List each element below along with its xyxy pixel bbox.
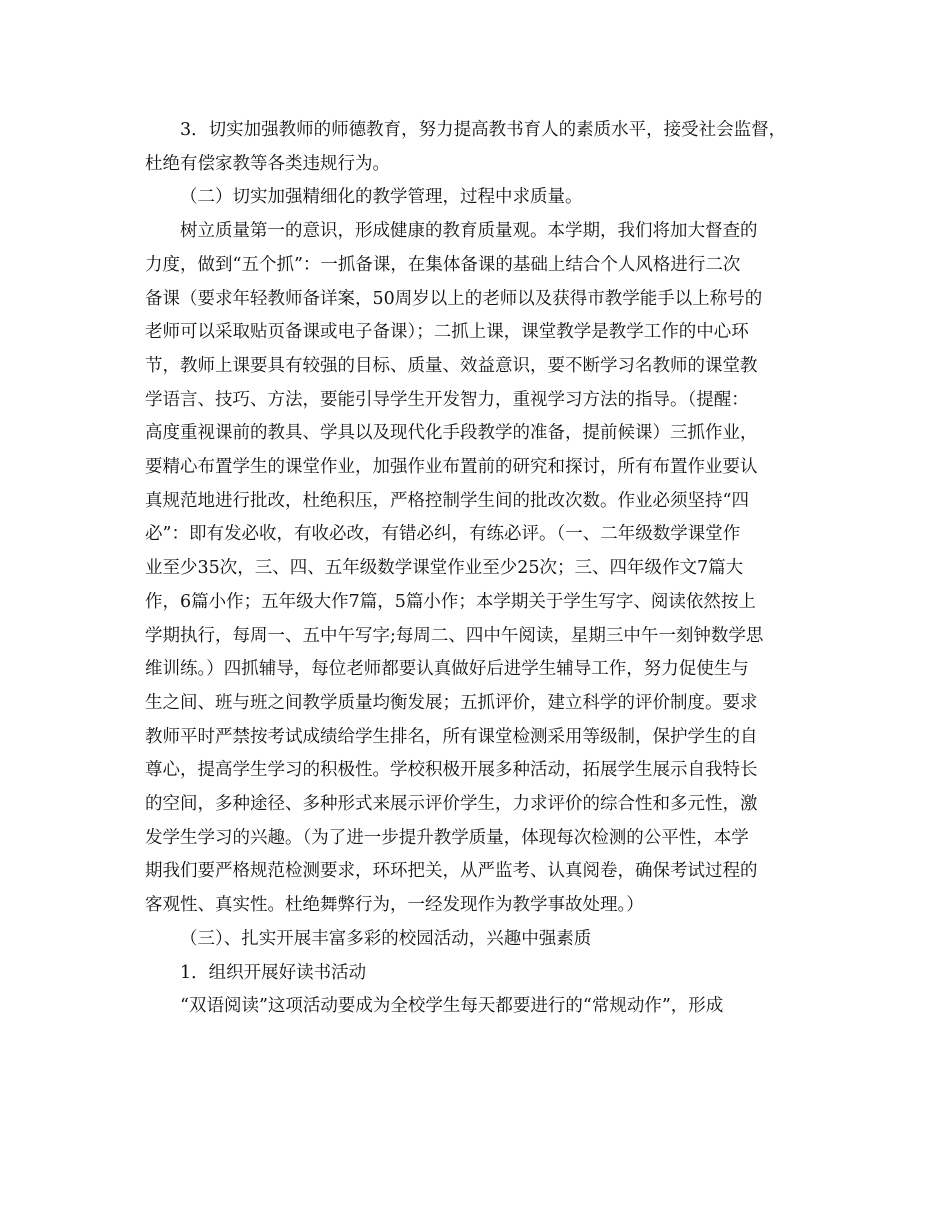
paragraph-bilingual-reading	[145, 990, 805, 1024]
text-line: 真规范地进行批改，杜绝积压，严格控制学生间的批改次数。作业必须坚持“四	[145, 490, 749, 511]
text-line: 高度重视课前的教具、学具以及现代化手段教学的准备，提前候课）三抓作业，	[145, 423, 758, 444]
text-line: 学语言、技巧、方法，要能引导学生开发智力，重视学习方法的指导。（提醒：	[145, 389, 749, 410]
text-line: 要精心布置学生的课堂作业，加强作业布置前的研究和探讨，所有布置作业要认	[145, 457, 758, 478]
paragraph-quality	[145, 215, 805, 923]
text-line: 业至少35次，三、四、五年级数学课堂作业至少25次；三、四年级作文7篇大	[145, 558, 744, 579]
text-line: 发学生学习的兴趣。（为了进一步提升教学质量，体现每次检测的公平性，本学	[145, 827, 749, 848]
paragraph-teacher-ethics	[145, 114, 805, 181]
heading-line: 1．组织开展好读书活动	[180, 962, 367, 983]
text-line: 3．切实加强教师的师德教育，努力提高教书育人的素质水平，接受社会监督，	[180, 120, 787, 140]
heading-line: （三）、扎实开展丰富多彩的校园活动，兴趣中强素质	[180, 928, 592, 949]
subheading-reading-activity	[145, 957, 805, 991]
text-line: 生之间、班与班之间教学质量均衡发展；五抓评价，建立科学的评价制度。要求	[145, 692, 758, 713]
text-line: 必”：即有发必收，有收必改，有错必纠，有练必评。（一、二年级数学课堂作	[145, 524, 741, 545]
text-line: 的空间，多种途径、多种形式来展示评价学生，力求评价的综合性和多元性，激	[145, 794, 758, 815]
text-line: 作，6篇小作；五年级大作7篇，5篇小作；本学期关于学生写字、阅读依然按上	[145, 591, 756, 612]
heading-line: （二）切实加强精细化的教学管理，过程中求质量。	[180, 187, 583, 208]
text-line: 期我们要严格规范检测要求，环环把关，从严监考、认真阅卷，确保考试过程的	[145, 861, 758, 882]
text-line: 树立质量第一的意识，形成健康的教育质量观。本学期，我们将加大督查的	[180, 221, 758, 242]
text-line: “双语阅读”这项活动要成为全校学生每天都要进行的“常规动作”，形成	[180, 996, 724, 1017]
text-line: 维训练。）四抓辅导，每位老师都要认真做好后进学生辅导工作，努力促使生与	[145, 659, 749, 680]
text-line: 老师可以采取贴页备课或电子备课）；二抓上课，课堂教学是教学工作的中心环	[145, 322, 749, 343]
text-line: 尊心，提高学生学习的积极性。学校积极开展多种活动，拓展学生展示自我特长	[145, 760, 758, 781]
text-line: 力度，做到“五个抓”：一抓备课，在集体备课的基础上结合个人风格进行二次	[145, 254, 741, 275]
text-line: 杜绝有偿家教等各类违规行为。	[145, 153, 390, 174]
text-line: 节，教师上课要具有较强的目标、质量、效益意识，要不断学习名教师的课堂教	[145, 355, 758, 376]
text-line: 客观性、真实性。杜绝舞弊行为，一经发现作为教学事故处理。）	[145, 895, 644, 916]
text-line: 学期执行，每周一、五中午写字;每周二、四中午阅读，星期三中午一刻钟数学思	[145, 625, 764, 646]
section-heading-teaching-management	[145, 181, 805, 215]
section-heading-campus-activities	[145, 923, 805, 957]
text-line: 备课（要求年轻教师备详案，50周岁以上的老师以及获得市教学能手以上称号的	[145, 288, 763, 309]
document-body	[145, 114, 805, 1024]
text-line: 教师平时严禁按考试成绩给学生排名，所有课堂检测采用等级制，保护学生的自	[145, 726, 758, 747]
